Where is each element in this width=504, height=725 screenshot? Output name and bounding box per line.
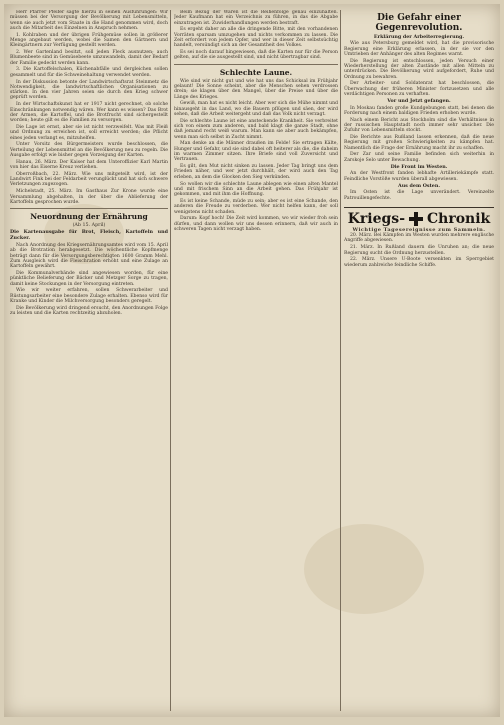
subheading: Aus dem Osten.	[397, 182, 441, 189]
paragraph: 2. Wer Gartenland besitzt, soll jeden Fleck ausnutzen; auch Blumenbeete sind in Gemüsebeete umzuwandeln, damit der Bedarf der Familie gedeckt werden kann.	[10, 50, 168, 66]
column-1	[10, 10, 168, 711]
paragraph: Herr Pfarrer Pfeifer sagte hierzu in seinen Ausführungen: Wir müssen bei der Versorgung der Bevölkerung mit Lebensmitteln, wenn sie auch jetzt vom Staate in die Hand genommen wird, doch auch die Mitarbeit des Einzelnen in Anspruch nehmen.	[10, 10, 168, 31]
paragraph: 1. Kohlraben und der übrigen Frühgemüse sollen in größerer Menge angebaut werden, wobei die Samen den Gärtnern und Kleingärtnern zur Verfügung gestellt werden.	[10, 32, 168, 49]
column-3	[344, 10, 494, 711]
paragraph: Die Regierung ist entschlossen, jeden Versuch einer Wiederherstellung der alten Zustände mit allen Mitteln zu unterdrücken. Die Bevölkerung wird aufgefordert, Ruhe und Ordnung zu bewahren.	[344, 58, 494, 80]
paragraph: 3. Die Kartoffelschalen, Küchenabfälle und dergleichen sollen gesammelt und für die Schweinehaltung verwendet werden.	[10, 67, 168, 78]
paragraph: An der Westfront fanden lebhafte Artilleriekämpfe statt. Feindliche Vorstöße wurden überall abgewiesen.	[344, 171, 494, 182]
chronik-subtitle: Wichtige Tagesereignisse zum Sammeln.	[352, 226, 486, 233]
section-title: Schlechte Laune.	[219, 67, 293, 77]
section-title: Neuordnung der Ernährung	[30, 212, 148, 222]
kriegs-chronik-box	[344, 207, 494, 233]
paragraph: Die Bevölkerung wird dringend ersucht, den Anordnungen Folge zu leisten und die Karten rechtzeitig abzuholen.	[10, 305, 168, 317]
paragraph: Darum: Kopf hoch! Die Zeit wird kommen, wo wir wieder froh sein dürfen, und dann wollen wir uns dessen erinnern, daß wir auch in schweren Tagen nicht verzagt haben.	[174, 216, 338, 232]
subheading: Die Front im Westen.	[390, 164, 448, 171]
column-2	[174, 10, 338, 711]
paragraph: Es gilt, den Mut nicht sinken zu lassen. Jeder Tag bringt uns dem Frieden näher, und wer jetzt durchhält, der wird auch den Tag erleben, an dem die Glocken den Sieg verkünden.	[174, 164, 338, 180]
paragraph: Nach einem Bericht aus Stockholm sind die Verhältnisse in der russischen Hauptstadt noch immer sehr unsicher. Die Zufuhr von Lebensmitteln stockt.	[344, 117, 494, 134]
subheading: Vor und Jetzt gefangen.	[387, 98, 451, 105]
paragraph: Wie aus Petersburg gemeldet wird, hat die provisorische Regierung eine Erklärung erlassen, in der sie vor den Umtrieben der Anhänger des alten Regimes warnt.	[344, 41, 494, 57]
paragraph: Im Osten ist die Lage unverändert. Vereinzelte Patrouillengefechte.	[344, 190, 494, 201]
paragraph: Die Lage ist ernst, aber sie ist nicht verzweifelt. Was mit Fleiß und Ordnung zu erreichen ist, soll erreicht werden; die Pflicht eines jeden verlangt es, mitzuhelfen.	[10, 124, 168, 141]
paragraph: Der Zar und seine Familie befinden sich weiterhin in Zarskoje Selo unter Bewachung.	[344, 152, 494, 163]
paragraph: Es ist keine Schande, müde zu sein; aber es ist eine Schande, den anderen die Freude zu verderben. Wer nicht helfen kann, der soll wenigstens nicht schaden.	[174, 198, 338, 215]
newspaper-page	[4, 4, 500, 717]
divider	[174, 64, 338, 65]
iron-cross-icon	[409, 212, 423, 226]
section-title: Die Gefahr einer Gegenrevolution.	[375, 13, 463, 33]
column-rule	[340, 10, 341, 711]
chronik-item: 22. März. Unsere U-Boote versenkten im Sperrgebiet wiederum zahlreiche feindliche Schiffe.	[344, 257, 494, 268]
subheading: Erklärung der Arbeiterregierung.	[373, 34, 465, 40]
paragraph: Es ergeht daher an alle die dringende Bitte, mit den vorhandenen Vorräten sparsam umzugehen und nichts verkommen zu lassen. Die Zeit erfordert von jedem Opfer, und wer in dieser Zeit selbstsüchtig handelt, versündigt sich an der Gesamtheit des Volkes.	[174, 27, 338, 49]
column-rule	[170, 10, 171, 711]
local-news-item: Oberroßbach, 22. März. Wie uns mitgeteilt wird, ist der Landwirt Fink bei der Feldarbeit verunglückt und hat sich schwere Verletzungen zugezogen.	[10, 171, 168, 188]
paragraph: In Moskau fanden große Kundgebungen statt, bei denen die Forderung nach einem baldigen Frieden erhoben wurde.	[344, 105, 494, 116]
paragraph: So wollen wir die schlechte Laune ablegen wie einen alten Mantel und mit frischem Sinn an die Arbeit gehen. Das Frühjahr ist gekommen, und mit ihm die Hoffnung.	[174, 181, 338, 198]
paragraph: Wie wir weiter erfahren, sollen Schwerarbeiter und Rüstungsarbeiter eine besondere Zulage erhalten. Ebenso wird für Kranke und Kinder die Milchversorgung besonders geregelt.	[10, 288, 168, 304]
chronik-title-left: Kriegs-	[347, 210, 406, 227]
paragraph: Die schlechte Laune ist eine ansteckende Krankheit. Sie verbreitet sich von einem zum anderen, und bald klagt die ganze Stadt, ohne daß jemand recht weiß warum. Man kann sie aber auch bekämpfen, wenn man sich selbst in Zucht nimmt.	[174, 118, 338, 140]
paragraph: Beim Bezug der Waren ist die Reihenfolge genau einzuhalten. Jeder Kaufmann hat ein Verzeichnis zu führen, in das die Abgabe einzutragen ist. Zuwiderhandlungen werden bestraft.	[174, 10, 338, 26]
chronik-item: 21. März. In Rußland dauern die Unruhen an; die neue Regierung sucht die Ordnung herzustellen.	[344, 245, 494, 256]
local-news-item: Michelstadt, 25. März. Im Gasthaus Zur Krone wurde eine Versammlung abgehalten, in der über die Ablieferung der Kartoffeln gesprochen wurde.	[10, 189, 168, 205]
paragraph: In der Wirtschaftskunst hat er 1917 nicht gerechnet, ob solche Einschränkungen notwendig wären. Wer kann es wissen? Das Brot der Armen, die Kartoffel, und die Brotfrucht sind sichergestellt worden; heute gilt es die Familien zu versorgen.	[10, 102, 168, 124]
paragraph: Es sei noch darauf hingewiesen, daß die Karten nur für die Person gelten, auf die sie ausgestellt sind, und nicht übertragbar sind.	[174, 50, 338, 61]
paragraph: Wie sind wir nicht gut und wie hat uns das Schicksal im Frühjahr gelaunt! Die Sonne scheint, aber die Menschen sehen verdrossen drein; sie klagen über den Mangel, über die Preise und über die Länge des Krieges.	[174, 78, 338, 100]
paragraph: Gewiß, man hat es nicht leicht. Aber wer sich die Mühe nimmt und hinausgeht in das Land, wo die Bauern pflügen und säen, der wird sehen, daß die Arbeit weitergeht und daß das Volk nicht verzagt.	[174, 101, 338, 117]
paragraph: Man denke an die Männer draußen im Felde! Sie ertragen Kälte, Hunger und Gefahr, und sie sind dabei oft heiterer als die, die daheim im warmen Zimmer sitzen. Ihre Briefe sind voll Zuversicht und Vertrauen.	[174, 141, 338, 163]
paragraph: In der Diskussion betonte der Landwirtschaftsrat Steinmetz die Notwendigkeit, die landwirtschaftlichen Organisationen zu stärken. In den vier Jahren seien sie durch den Krieg schwer geprüft worden.	[10, 79, 168, 101]
paragraph: Der Arbeiter- und Soldatenrat hat beschlossen, die Überwachung der früheren Minister fortzusetzen und alle verdächtigen Personen zu verhaften.	[344, 81, 494, 97]
local-news-item: Hanau, 26. März. Der Kaiser hat dem Unteroffizier Karl Martin von hier das Eiserne Kreuz verliehen.	[10, 159, 168, 171]
notice-paragraph: Unter Vorsitz des Bürgermeisters wurde beschlossen, die Verteilung der Lebensmittel an die Bevölkerung neu zu regeln. Die Ausgabe erfolgt wie bisher gegen Vorzeigung der Karten.	[10, 142, 168, 158]
paragraph: Die Berichte aus Rußland lassen erkennen, daß die neue Regierung mit großen Schwierigkeiten zu kämpfen hat. Namentlich die Frage der Ernährung macht ihr zu schaffen.	[344, 135, 494, 151]
chronik-title	[344, 211, 494, 227]
paragraph: Nach Anordnung des Kriegsernährungsamtes wird vom 15. April ab die Brotration herabgesetzt. Die wöchentliche Kopfmenge beträgt dann für die Versorgungsberechtigten 1600 Gramm Mehl. Zum Ausgleich wird die Fleischration erhöht und eine Zulage an Kartoffeln gewährt.	[10, 242, 168, 270]
section-bold-line: Die Kartenausgabe für Brot, Fleisch, Kartoffeln und Zucker.	[10, 229, 168, 241]
divider	[10, 208, 168, 209]
chronik-item: 20. März. Bei Kämpfen im Westen wurden mehrere englische Angriffe abgewiesen.	[344, 233, 494, 244]
paragraph: Die Kommunalverbände sind angewiesen worden, für eine pünktliche Belieferung der Bäcker und Metzger Sorge zu tragen, damit keine Stockungen in der Versorgung eintreten.	[10, 270, 168, 287]
chronik-title-right: Chronik	[427, 210, 491, 227]
section-subtitle: (Ab 15. April)	[72, 223, 106, 229]
